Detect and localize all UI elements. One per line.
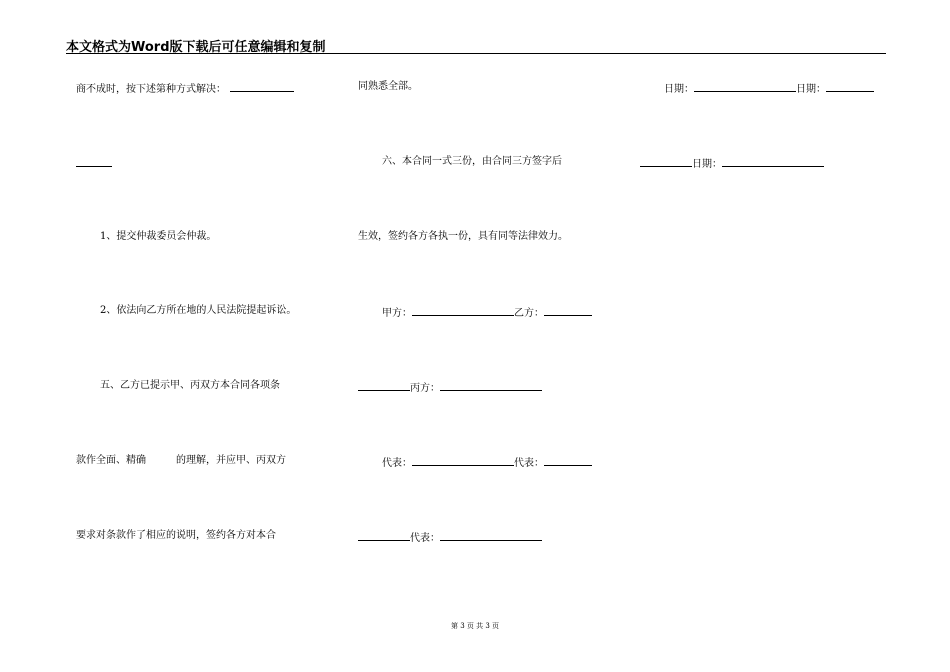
col1-line-4: 2、依法向乙方所在地的人民法院提起诉讼。 <box>100 305 297 316</box>
representative-line-1 <box>382 454 592 471</box>
date-line-1 <box>664 80 874 97</box>
rep-label-2: 代表： <box>514 458 544 469</box>
col1-line-6a: 款作全面、精确 <box>76 455 146 466</box>
rep-label-1: 代表： <box>382 458 412 469</box>
representative-line-2 <box>358 529 542 546</box>
rep-blank-3 <box>440 529 542 541</box>
party-b-continuation-blank <box>358 379 410 391</box>
method-blank <box>230 80 294 92</box>
col1-line-7: 要求对条款作了相应的说明，签约各方对本合 <box>76 530 276 541</box>
date-label-3: 日期： <box>692 159 722 170</box>
col2-line-1: 同熟悉全部。 <box>358 81 418 92</box>
rep-blank-1 <box>412 454 514 466</box>
party-a-blank <box>412 304 514 316</box>
document-header-title: 本文格式为Word版下载后可任意编辑和复制 <box>66 40 326 55</box>
date-blank-1 <box>694 80 796 92</box>
date-blank-2 <box>826 80 874 92</box>
page-number-footer: 第 3 页 共 3 页 <box>450 622 500 630</box>
header-divider <box>66 53 886 54</box>
col1-line-3: 1、提交仲裁委员会仲裁。 <box>100 231 217 242</box>
col2-line-2: 六、本合同一式三份，由合同三方签字后 <box>382 156 562 167</box>
party-c-line <box>358 379 542 396</box>
party-a-label: 甲方： <box>382 308 412 319</box>
col1-line-2 <box>76 155 112 172</box>
party-c-blank <box>440 379 542 391</box>
date-blank-3 <box>722 155 824 167</box>
col1-line-1 <box>76 80 294 97</box>
col1-line-6 <box>76 454 286 468</box>
col1-line-5: 五、乙方已提示甲、丙双方本合同各项条 <box>100 380 280 391</box>
col1-line-1-text: 商不成时，按下述第种方式解决： <box>76 84 226 95</box>
party-c-label: 丙方： <box>410 383 440 394</box>
continuation-blank <box>76 155 112 167</box>
date-label-2: 日期： <box>796 84 826 95</box>
rep-label-3: 代表： <box>410 533 440 544</box>
col1-line-6b: 的理解，并应甲、丙双方 <box>176 455 286 466</box>
date-label-1: 日期： <box>664 84 694 95</box>
party-a-b-line <box>382 304 592 321</box>
party-b-blank <box>544 304 592 316</box>
date-line-2 <box>640 155 824 172</box>
date-continuation-blank <box>640 155 692 167</box>
rep-continuation-blank <box>358 529 410 541</box>
rep-blank-2 <box>544 454 592 466</box>
party-b-label: 乙方： <box>514 308 544 319</box>
col2-line-3: 生效，签约各方各执一份，具有同等法律效力。 <box>358 231 568 242</box>
